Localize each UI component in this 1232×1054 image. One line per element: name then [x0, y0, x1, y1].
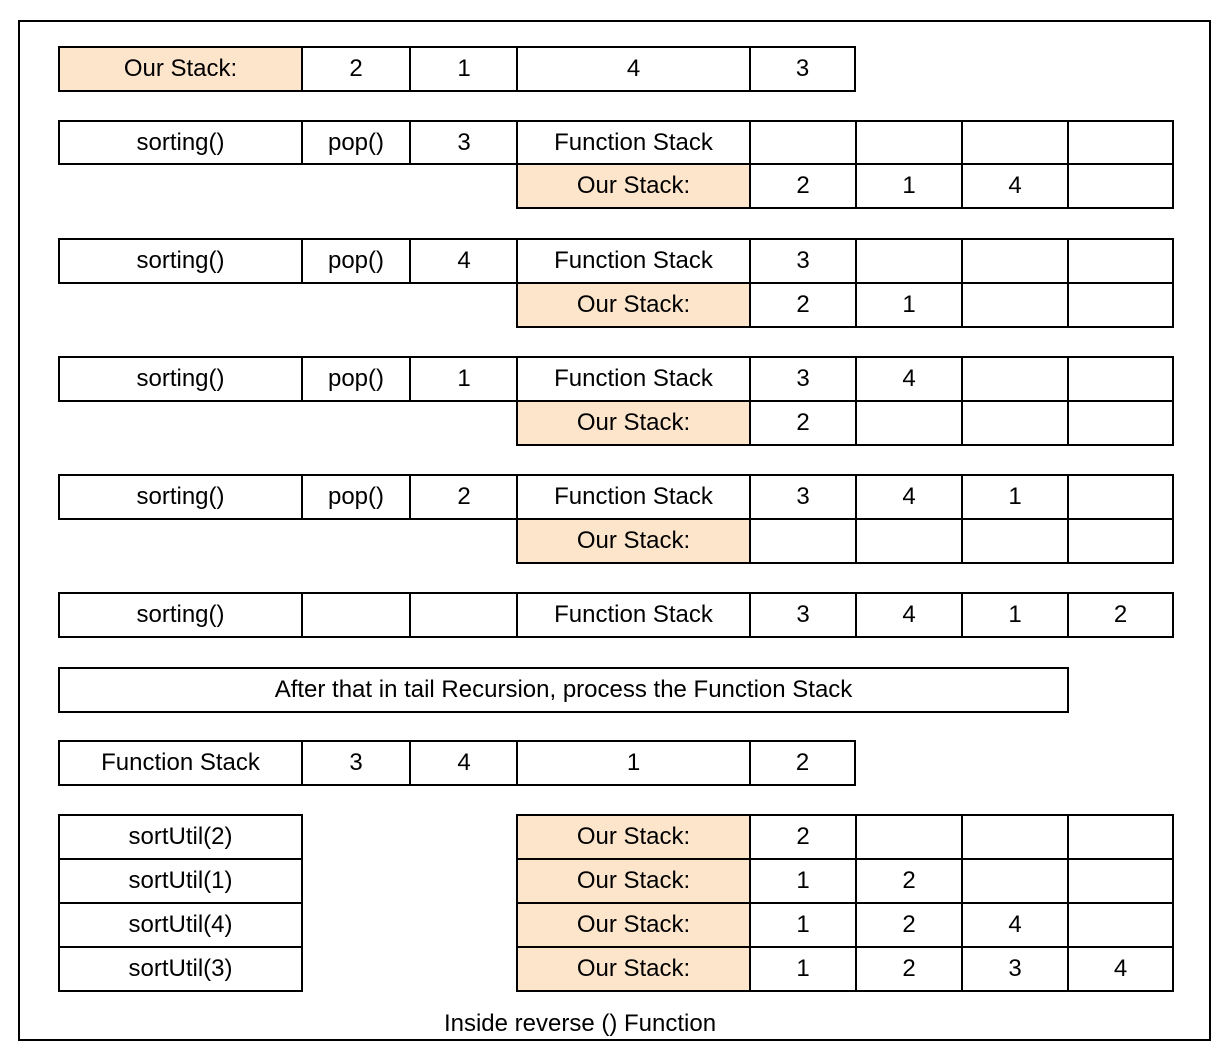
initial-stack-cell: 4: [516, 46, 751, 92]
function-stack-cell: [961, 238, 1069, 284]
function-stack-cell: [1067, 474, 1174, 520]
pop-op: pop(): [301, 356, 411, 402]
function-stack-cell: [961, 120, 1069, 165]
pop-op: pop(): [301, 238, 411, 284]
function-stack-cell: [855, 120, 963, 165]
function-stack-cell: 4: [409, 740, 519, 786]
our-stack-cell: [1067, 902, 1174, 948]
function-stack-cell: [749, 120, 857, 165]
function-stack-cell: [961, 356, 1069, 402]
function-stack-cell: 4: [855, 592, 963, 638]
initial-stack-cell: 2: [301, 46, 411, 92]
function-stack-cell: 3: [749, 238, 857, 284]
function-stack-cell: 3: [301, 740, 411, 786]
popped-value: 3: [409, 120, 519, 165]
our-stack-cell: [1067, 163, 1174, 209]
our-stack-cell: [961, 282, 1069, 328]
our-stack-cell: 2: [749, 400, 857, 446]
function-stack-cell: 1: [516, 740, 751, 786]
our-stack-cell: 2: [855, 858, 963, 904]
our-stack-cell: [961, 858, 1069, 904]
function-stack-cell: 2: [1067, 592, 1174, 638]
our-stack-cell: 1: [855, 163, 963, 209]
function-stack-label: Function Stack: [516, 592, 751, 638]
tail-recursion-note: After that in tail Recursion, process the Function Stack: [58, 667, 1069, 713]
function-stack-label: Function Stack: [516, 356, 751, 402]
function-stack-cell: [1067, 120, 1174, 165]
our-stack-cell: [961, 400, 1069, 446]
our-stack-cell: 3: [961, 946, 1069, 992]
function-stack-cell: 2: [749, 740, 856, 786]
our-stack-cell: 1: [855, 282, 963, 328]
our-stack-cell: 1: [749, 858, 857, 904]
our-stack-cell: [1067, 814, 1174, 860]
sorting-call: sorting(): [58, 592, 303, 638]
our-stack-cell: 2: [855, 946, 963, 992]
our-stack-cell: [961, 518, 1069, 564]
function-stack-cell: 3: [749, 592, 857, 638]
our-stack-cell: 2: [749, 282, 857, 328]
pop-op: pop(): [301, 120, 411, 165]
sortutil-call: sortUtil(4): [58, 902, 303, 948]
our-stack-cell: [1067, 282, 1174, 328]
function-stack-cell: 1: [961, 474, 1069, 520]
our-stack-label: Our Stack:: [516, 858, 751, 904]
pop-op: pop(): [301, 474, 411, 520]
function-stack-cell: 4: [855, 474, 963, 520]
our-stack-label: Our Stack:: [516, 902, 751, 948]
sorting-call: sorting(): [58, 356, 303, 402]
our-stack-cell: 4: [961, 163, 1069, 209]
our-stack-cell: 1: [749, 902, 857, 948]
function-stack-cell: 4: [855, 356, 963, 402]
our-stack-label: Our Stack:: [516, 518, 751, 564]
popped-value: 4: [409, 238, 519, 284]
sortutil-call: sortUtil(3): [58, 946, 303, 992]
our-stack-cell: [961, 814, 1069, 860]
function-stack-cell: 1: [961, 592, 1069, 638]
function-stack-label: Function Stack: [516, 120, 751, 165]
function-stack-cell: 3: [749, 474, 857, 520]
pop-op: [301, 592, 411, 638]
our-stack-label: Our Stack:: [516, 814, 751, 860]
function-stack-label: Function Stack: [58, 740, 303, 786]
function-stack-cell: [1067, 238, 1174, 284]
sortutil-call: sortUtil(1): [58, 858, 303, 904]
our-stack-cell: 4: [961, 902, 1069, 948]
our-stack-cell: 2: [749, 163, 857, 209]
our-stack-cell: 2: [855, 902, 963, 948]
our-stack-cell: [1067, 858, 1174, 904]
sorting-call: sorting(): [58, 238, 303, 284]
our-stack-label: Our Stack:: [516, 946, 751, 992]
our-stack-cell: [855, 400, 963, 446]
our-stack-cell: [1067, 400, 1174, 446]
initial-stack-cell: 3: [749, 46, 856, 92]
our-stack-label: Our Stack:: [516, 163, 751, 209]
popped-value: 2: [409, 474, 519, 520]
sorting-call: sorting(): [58, 474, 303, 520]
our-stack-label: Our Stack:: [516, 400, 751, 446]
our-stack-cell: [855, 518, 963, 564]
popped-value: 1: [409, 356, 519, 402]
our-stack-label: Our Stack:: [516, 282, 751, 328]
figure-caption: Inside reverse () Function: [443, 1010, 717, 1037]
our-stack-cell: 4: [1067, 946, 1174, 992]
function-stack-cell: 3: [749, 356, 857, 402]
our-stack-cell: 1: [749, 946, 857, 992]
function-stack-label: Function Stack: [516, 474, 751, 520]
our-stack-cell: [749, 518, 857, 564]
initial-stack-label: Our Stack:: [58, 46, 303, 92]
sortutil-call: sortUtil(2): [58, 814, 303, 860]
our-stack-cell: 2: [749, 814, 857, 860]
function-stack-cell: [1067, 356, 1174, 402]
sorting-call: sorting(): [58, 120, 303, 165]
function-stack-label: Function Stack: [516, 238, 751, 284]
initial-stack-cell: 1: [409, 46, 519, 92]
popped-value: [409, 592, 519, 638]
our-stack-cell: [855, 814, 963, 860]
function-stack-cell: [855, 238, 963, 284]
our-stack-cell: [1067, 518, 1174, 564]
